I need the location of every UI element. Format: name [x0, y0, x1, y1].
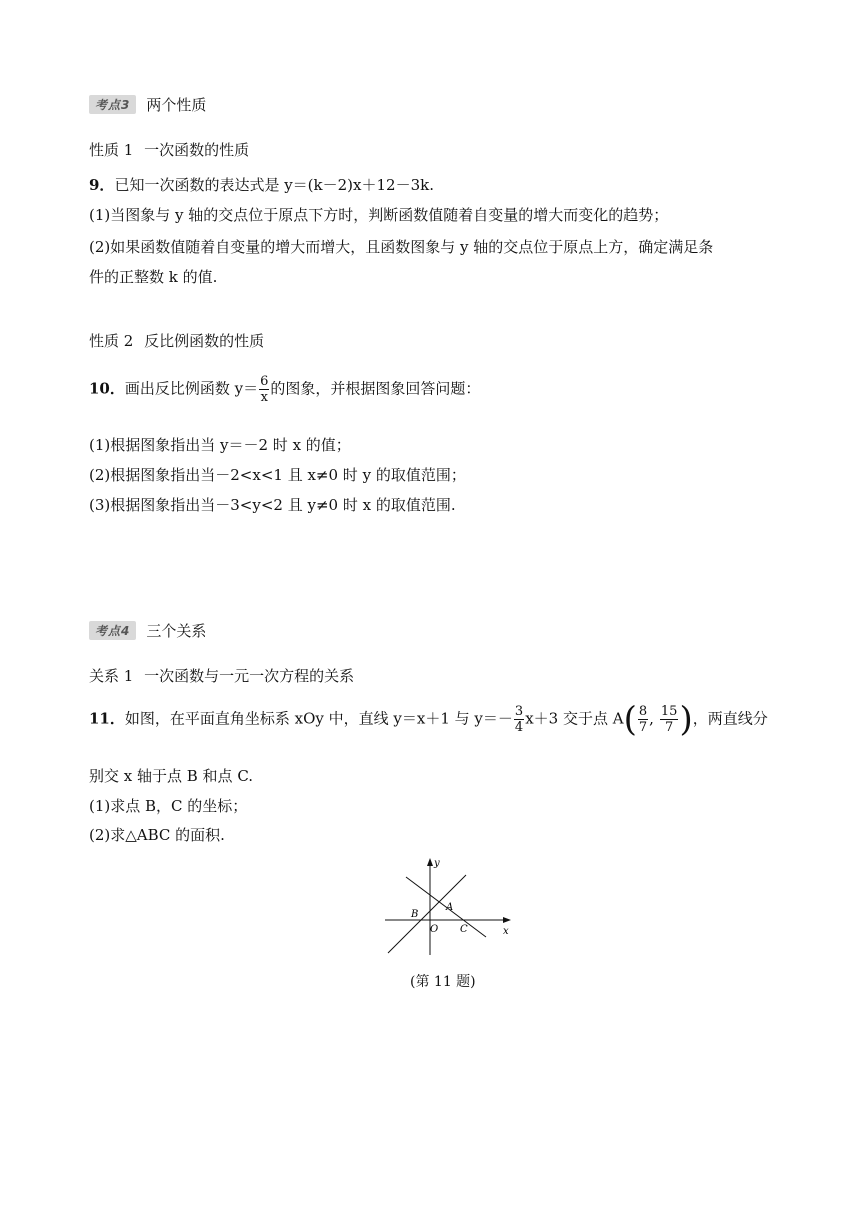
property1-heading	[89, 139, 249, 160]
property1-label: 性质 1	[89, 141, 134, 159]
fig-label-y: y	[434, 858, 440, 869]
fig-label-A: A	[446, 902, 454, 913]
x-axis-arrow-icon	[503, 917, 511, 923]
q11-part1: (1)求点 B，C 的坐标；	[89, 797, 248, 815]
q11-fraction-ax	[638, 704, 648, 735]
line-y-x-plus-1	[388, 875, 466, 953]
q9-part2-line1: (2)如果函数值随着自变量的增大而增大，且函数图象与 y 轴的交点位于原点上方，确定满足条	[89, 238, 714, 256]
q10-frac-den: x	[260, 390, 268, 405]
q11-figure	[380, 855, 520, 960]
q10-fraction	[259, 374, 269, 405]
q11-stem-a: 如图，在平面直角坐标系 xOy 中，直线 y＝x＋1 与 y＝－	[124, 709, 513, 728]
property2-heading	[89, 330, 264, 351]
q9-stem-line	[89, 172, 434, 198]
q10-number: 10．	[89, 379, 125, 398]
section4-title: 三个关系	[146, 622, 207, 640]
q11-comma: ,	[649, 709, 654, 728]
q10-part1: (1)根据图象指出当 y＝－2 时 x 的值；	[89, 436, 351, 454]
q10-part2: (2)根据图象指出当－2<x<1 且 x≠0 时 y 的取值范围；	[89, 466, 466, 484]
q9-stem: 已知一次函数的表达式是 y＝(k－2)x＋12－3k.	[114, 176, 434, 194]
property2-label: 性质 2	[89, 332, 134, 350]
figure-caption: (第 11 题)	[410, 974, 476, 990]
q10-part3: (3)根据图象指出当－3<y<2 且 y≠0 时 x 的取值范围.	[89, 496, 456, 514]
q11-stem-line	[89, 699, 768, 740]
q9-part2-line2: 件的正整数 k 的值.	[89, 268, 218, 286]
relation1-title: 一次函数与一元一次方程的关系	[144, 667, 355, 685]
property2-title: 反比例函数的性质	[144, 332, 265, 350]
q10-stem-line	[89, 374, 480, 405]
q11-paren-left: (	[623, 699, 637, 740]
relation1-label: 关系 1	[89, 667, 134, 685]
fig-label-O: O	[430, 924, 439, 935]
q10-frac-num: 6	[260, 374, 269, 389]
q11-frac2-den: 7	[638, 720, 648, 735]
q11-number: 11．	[89, 709, 125, 728]
section4-badge: 考点4	[89, 621, 136, 640]
q11-frac1-den: 4	[514, 720, 524, 735]
section3-badge: 考点3	[89, 95, 136, 114]
q11-fraction-ay	[660, 704, 679, 735]
y-axis-arrow-icon	[427, 858, 433, 866]
q11-frac1-num: 3	[514, 704, 524, 719]
q10-stem-before: 画出反比例函数 y＝	[124, 379, 259, 398]
q11-line2: 别交 x 轴于点 B 和点 C.	[89, 767, 254, 785]
relation1-heading	[89, 665, 354, 686]
section3-title: 两个性质	[146, 96, 207, 114]
q11-part2: (2)求△ABC 的面积.	[89, 826, 225, 844]
section3-header	[89, 94, 206, 115]
q11-fraction-slope	[514, 704, 524, 735]
q10-stem-after: 的图象，并根据图象回答问题：	[270, 379, 481, 398]
q9-part1: (1)当图象与 y 轴的交点位于原点下方时，判断函数值随着自变量的增大而变化的趋势；	[89, 206, 669, 224]
q11-stem-c: ，两直线分	[692, 709, 768, 728]
property1-title: 一次函数的性质	[144, 141, 250, 159]
q11-paren-right: )	[679, 699, 693, 740]
q11-stem-b: x＋3 交于点 A	[525, 709, 624, 728]
q11-frac3-num: 15	[660, 704, 678, 719]
fig-label-x: x	[503, 926, 509, 937]
q11-frac3-den: 7	[665, 720, 674, 735]
fig-label-B: B	[411, 909, 419, 920]
section4-header	[89, 620, 206, 641]
q9-number: 9．	[89, 176, 115, 194]
fig-label-C: C	[460, 924, 468, 935]
q11-frac2-num: 8	[638, 704, 648, 719]
